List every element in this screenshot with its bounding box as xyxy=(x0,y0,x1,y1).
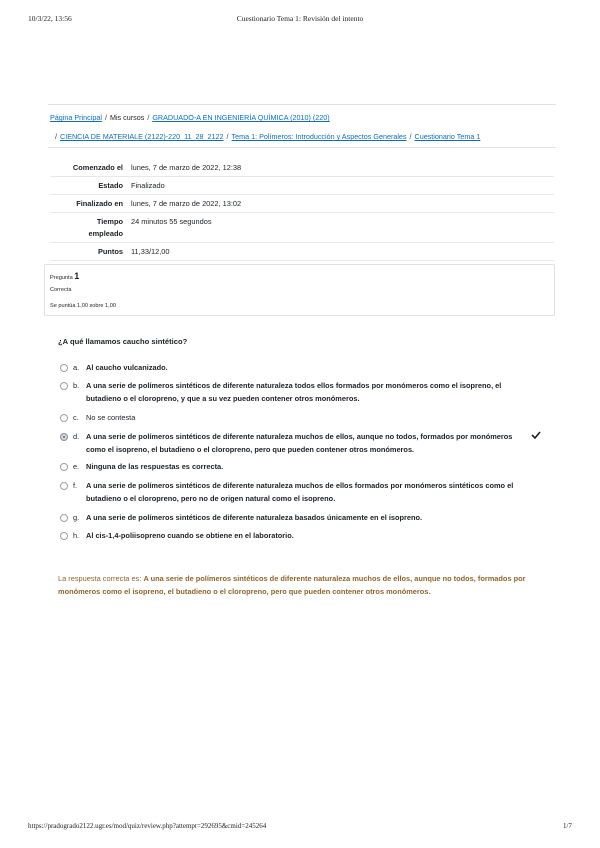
breadcrumb-separator: / xyxy=(55,132,57,141)
correct-answer-feedback xyxy=(58,572,548,598)
breadcrumb-separator: / xyxy=(147,113,150,122)
breadcrumb-separator: / xyxy=(226,132,229,141)
option-letter: b. xyxy=(73,381,80,390)
breadcrumb-row xyxy=(50,113,330,122)
summary-label: Finalizado en xyxy=(76,199,123,208)
question-text: ¿A qué llamamos caucho sintético? xyxy=(58,337,188,346)
option-text: A una serie de polímeros sintéticos de diferente naturaleza muchos de ellos, aunque no todos, formados por monómeros como el isopreno, el butadieno o el cloropreno, pero que pueden contener otros monómeros. xyxy=(86,432,513,454)
summary-row xyxy=(50,176,554,194)
radio-icon[interactable] xyxy=(60,414,68,422)
option-letter: d. xyxy=(73,432,80,441)
radio-icon[interactable] xyxy=(60,382,68,390)
print-title: Cuestionario Tema 1: Revisión del intento xyxy=(236,14,364,23)
answer-option-d xyxy=(60,430,530,456)
summary-row xyxy=(50,194,554,212)
breadcrumb-home-link[interactable]: Página Principal xyxy=(50,113,102,122)
answer-option-g xyxy=(60,511,530,524)
answer-option-e xyxy=(60,460,530,473)
summary-row xyxy=(50,212,554,242)
breadcrumb-course-link[interactable]: CIENCIA DE MATERIALE (2122)-220_11_28_2122 xyxy=(60,132,224,141)
answer-option-c xyxy=(60,411,530,424)
breadcrumb-degree-link[interactable]: GRADUADO-A EN INGENIERÍA QUÍMICA (2010) (220) xyxy=(152,113,330,122)
summary-row xyxy=(50,242,554,260)
answer-option-f xyxy=(60,479,530,505)
question-number-prefix: Pregunta xyxy=(50,275,73,281)
summary-value: lunes, 7 de marzo de 2022, 13:02 xyxy=(131,199,242,208)
radio-icon[interactable] xyxy=(60,514,68,522)
question-state: Correcta xyxy=(50,287,72,293)
answer-option-a xyxy=(60,361,530,374)
summary-label: Puntos xyxy=(97,247,123,256)
answer-option-h xyxy=(60,529,530,542)
radio-icon[interactable] xyxy=(60,482,68,490)
print-date: 10/3/22, 13:56 xyxy=(28,14,72,23)
answer-option-b xyxy=(60,379,530,405)
question-info-box xyxy=(44,264,555,316)
summary-label: Tiempo empleado xyxy=(88,217,123,238)
option-letter: a. xyxy=(73,363,80,372)
question-number-value: 1 xyxy=(74,271,80,281)
attempt-summary-table xyxy=(50,159,554,278)
breadcrumb-topic-link[interactable]: Tema 1: Polímeros: Introducción y Aspectos Generales xyxy=(231,132,407,141)
breadcrumb-my-courses: Mis cursos xyxy=(109,113,145,122)
breadcrumb-quiz-link[interactable]: Cuestionario Tema 1 xyxy=(414,132,481,141)
summary-value: 11,33/12,00 xyxy=(131,247,170,256)
breadcrumb-row xyxy=(55,132,480,141)
correct-check-icon xyxy=(531,431,541,439)
option-text: A una serie de polímeros sintéticos de diferente naturaleza todos ellos formados por monómeros como el isopreno, el butadieno o el cloropreno, y que a su vez pueden contener otros monómeros. xyxy=(86,381,502,403)
summary-value: lunes, 7 de marzo de 2022, 12:38 xyxy=(131,163,242,172)
summary-label: Estado xyxy=(98,181,123,190)
option-text: A una serie de polímeros sintéticos de diferente naturaleza muchos de ellos formados por monómeros sintéticos como el butadieno o el cloropreno, pero no de origen natural como el isopreno. xyxy=(86,481,514,503)
feedback-prefix: La respuesta correcta es: xyxy=(58,574,144,583)
radio-icon[interactable] xyxy=(60,463,68,471)
option-text: Al cis-1,4-poliisopreno cuando se obtiene en el laboratorio. xyxy=(86,531,294,540)
option-text: No se contesta xyxy=(86,413,136,422)
option-text: Ninguna de las respuestas es correcta. xyxy=(86,462,224,471)
option-letter: c. xyxy=(73,413,79,422)
print-url: https://pradogrado2122.ugr.es/mod/quiz/review.php?attempt=292695&cmid=245264 xyxy=(28,822,267,830)
print-header xyxy=(28,14,572,26)
breadcrumb-separator: / xyxy=(104,113,107,122)
option-text: A una serie de polímeros sintéticos de diferente naturaleza basados únicamente en el isopreno. xyxy=(86,513,423,522)
feedback-answer: A una serie de polímeros sintéticos de diferente naturaleza muchos de ellos, aunque no todos, formados por monómeros como el isopreno, el butadieno o el cloropreno, pero que pueden contener otros monómeros. xyxy=(58,574,526,596)
question-grade: Se puntúa 1,00 sobre 1,00 xyxy=(50,303,116,309)
option-text: Al caucho vulcanizado. xyxy=(86,363,168,372)
breadcrumb xyxy=(48,104,556,148)
breadcrumb-separator: / xyxy=(409,132,412,141)
print-footer xyxy=(28,822,572,834)
summary-value: Finalizado xyxy=(131,181,165,190)
question-number xyxy=(50,271,79,281)
option-letter: g. xyxy=(73,513,80,522)
radio-icon[interactable] xyxy=(60,532,68,540)
summary-value: 24 minutos 55 segundos xyxy=(131,217,212,226)
summary-row xyxy=(50,159,554,176)
radio-checked-icon[interactable] xyxy=(60,433,68,441)
option-letter: f. xyxy=(73,481,78,490)
radio-icon[interactable] xyxy=(60,364,68,372)
option-letter: h. xyxy=(73,531,80,540)
option-letter: e. xyxy=(73,462,80,471)
summary-label: Comenzado el xyxy=(72,163,123,172)
print-page-number: 1/7 xyxy=(563,822,572,830)
